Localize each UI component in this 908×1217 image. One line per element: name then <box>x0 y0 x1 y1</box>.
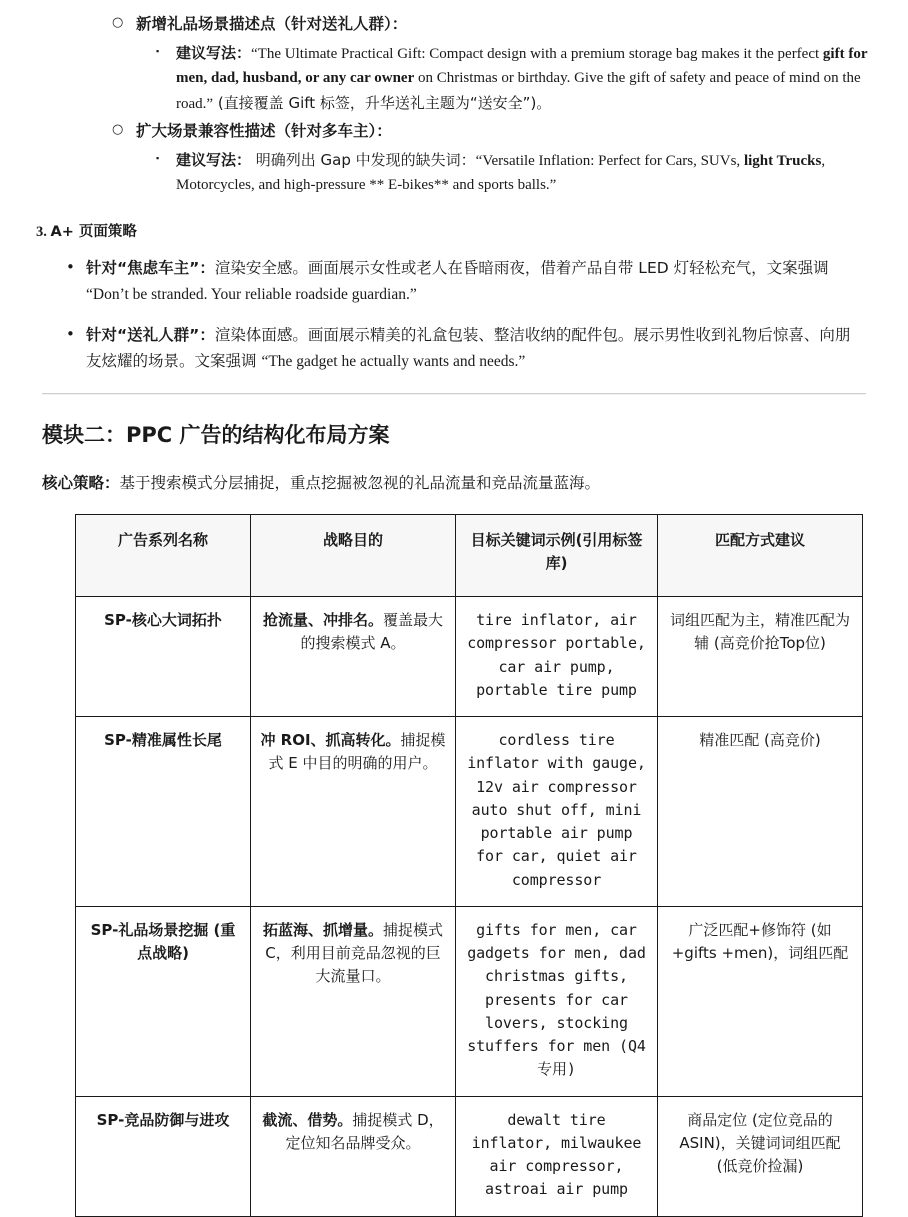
goal-highlight: 冲 ROI、抓高转化。 <box>260 731 401 750</box>
cell-target-keywords: cordless tire inflator with gauge, 12v air compressor auto shut off, mini portable air pump for car, quiet air compressor <box>456 717 658 907</box>
square-bullet-icon: ▪ <box>156 46 160 57</box>
cell-match-type: 商品定位 (定位竞品的 ASIN)，关键词词组匹配 (低竞价捡漏) <box>658 1096 863 1216</box>
dot-bullet-icon: • <box>66 325 75 344</box>
cell-target-keywords: dewalt tire inflator, milwaukee air compressor, astroai air pump <box>456 1096 658 1216</box>
cell-match-type: 精准匹配 (高竞价) <box>658 717 863 907</box>
cell-strategic-goal <box>251 717 456 907</box>
cell-campaign-name: SP-核心大词拓扑 <box>76 597 251 717</box>
cell-strategic-goal <box>251 597 456 717</box>
suggestion-label: 建议写法： <box>176 44 252 63</box>
section-title: A+ 页面策略 <box>50 223 137 240</box>
table-row <box>76 717 863 907</box>
section-number: 3. <box>36 223 47 240</box>
dot-bullet-icon: • <box>66 258 75 276</box>
audience-body: 渲染安全感。画面展示女性或老人在昏暗雨夜，借着产品自带 LED 灯轻松充气，文案强调 <box>214 259 829 277</box>
ppc-table-wrapper <box>0 514 908 1217</box>
core-strategy-line <box>0 471 908 496</box>
section-divider <box>42 393 866 395</box>
cell-target-keywords: gifts for men, car gadgets for men, dad christmas gifts, presents for car lovers, stocking stuffers for men (Q4 专用) <box>456 906 658 1096</box>
quote-bold-phrase: gift for men, dad, husband, or any car owner <box>176 46 868 87</box>
cell-strategic-goal <box>251 1096 456 1216</box>
goal-detail: 捕捉模式 C，利用目前竞品忽视的巨大流量口。 <box>265 920 444 986</box>
list-item-label: 新增礼品场景描述点（针对送礼人群）： <box>136 15 408 33</box>
cell-strategic-goal <box>251 906 456 1096</box>
quote-open: “Versatile Inflation: Perfect for Cars, SUVs, <box>475 153 744 170</box>
quote-open: “The Ultimate Practical Gift: Compact design with a premium storage bag makes it the perfect <box>251 46 823 63</box>
goal-highlight: 拓蓝海、抓增量。 <box>262 920 383 939</box>
ppc-campaign-table <box>75 514 863 1217</box>
quote-note: (直接覆盖 Gift 标签，升华送礼主题为“送安全”)。 <box>213 93 552 112</box>
circle-bullet-icon: ○ <box>112 122 124 137</box>
module-title-main: PPC 广告的结构化布局方案 <box>126 422 390 447</box>
quote-rest: , Motorcycles, and high-pressure ** E-bikes** and sports balls.” <box>176 153 826 194</box>
quote-bold-phrase: light Trucks <box>743 153 822 170</box>
core-strategy-text: 基于搜索模式分层捕捉，重点挖掘被忽视的礼品流量和竞品流量蓝海。 <box>119 474 601 493</box>
module-two-title <box>0 421 908 449</box>
audience-label: 针对“焦虑车主”： <box>86 259 215 277</box>
list-item-anxious-driver <box>0 256 908 307</box>
cell-match-type: 词组匹配为主，精准匹配为辅 (高竞价抢Top位) <box>658 597 863 717</box>
column-header-strategic-goal: 战略目的 <box>251 515 456 597</box>
core-strategy-label: 核心策略： <box>42 474 120 493</box>
list-item-scene-compat-heading <box>0 119 908 144</box>
module-title-prefix: 模块二： <box>42 422 126 447</box>
table-row <box>76 1096 863 1216</box>
list-item-label: 扩大场景兼容性描述（针对多车主）： <box>136 122 392 140</box>
column-header-match-type: 匹配方式建议 <box>658 515 863 597</box>
audience-body: 渲染体面感。画面展示精美的礼盒包装、整洁收纳的配件包。展示男性收到礼物后惊喜、向朋友炫耀的场景。文案强调 <box>86 326 851 371</box>
quote-rest: on Christmas or birthday. Give the gift of safety and peace of mind on the road.” <box>176 70 861 112</box>
audience-quote: “Don’t be stranded. Your reliable roadside guardian.” <box>86 285 417 303</box>
list-item-gift-audience <box>0 323 908 374</box>
suggestion-label: 建议写法： <box>176 151 252 170</box>
audience-label: 针对“送礼人群”： <box>86 326 215 345</box>
list-item-gift-copy-suggestion <box>0 41 908 116</box>
list-item-gift-scene-heading <box>0 12 908 37</box>
cell-campaign-name: SP-精准属性长尾 <box>76 717 251 907</box>
goal-highlight: 截流、借势。 <box>262 1110 353 1129</box>
goal-highlight: 抢流量、冲排名。 <box>262 611 383 630</box>
cell-target-keywords: tire inflator, air compressor portable, car air pump, portable tire pump <box>456 597 658 717</box>
suggestion-lead: 明确列出 Gap 中发现的缺失词： <box>251 151 476 170</box>
column-header-target-keywords: 目标关键词示例(引用标签库) <box>456 515 658 597</box>
circle-bullet-icon: ○ <box>112 15 124 30</box>
table-header-row <box>76 515 863 597</box>
cell-campaign-name: SP-竞品防御与进攻 <box>76 1096 251 1216</box>
goal-detail: 捕捉模式 E 中目的明确的用户。 <box>268 731 446 773</box>
top-spacer <box>0 0 908 12</box>
goal-detail: 覆盖最大的搜索模式 A。 <box>300 611 444 653</box>
cell-campaign-name: SP-礼品场景挖掘 (重点战略) <box>76 906 251 1096</box>
list-item-scene-copy-suggestion <box>0 148 908 198</box>
table-row <box>76 597 863 717</box>
column-header-campaign-name: 广告系列名称 <box>76 515 251 597</box>
section-heading-aplus <box>0 222 908 242</box>
table-row <box>76 906 863 1096</box>
cell-match-type: 广泛匹配+修饰符 (如 +gifts +men)，词组匹配 <box>658 906 863 1096</box>
audience-quote: “The gadget he actually wants and needs.” <box>261 353 526 371</box>
goal-detail: 捕捉模式 D，定位知名品牌受众。 <box>285 1110 444 1152</box>
square-bullet-icon: ▪ <box>156 153 160 164</box>
